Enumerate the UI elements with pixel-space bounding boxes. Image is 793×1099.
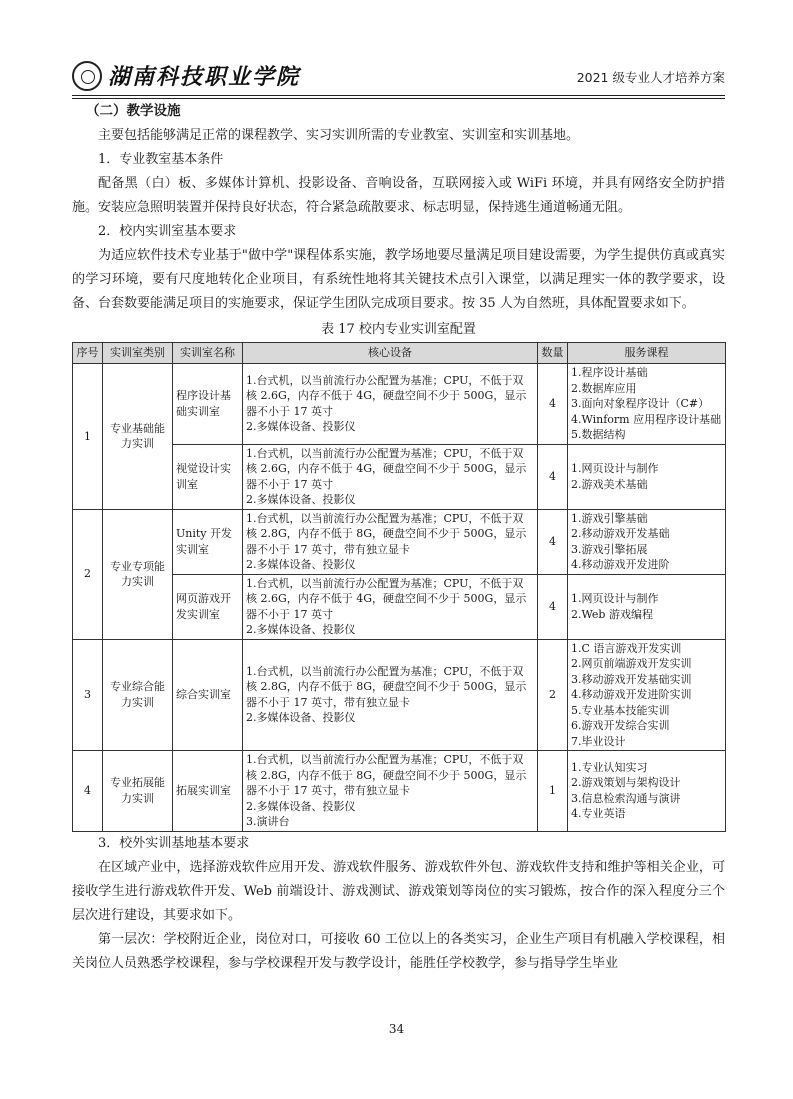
course-item: 1.专业认知实习 (571, 760, 648, 774)
course-item: 2.游戏策划与架构设计 (571, 776, 681, 790)
course-item: 3.移动游戏开发基础实训 (571, 672, 692, 686)
level-1-text: 第一层次：学校附近企业，岗位对口，可接收 60 工位以上的各类实习，企业生产项目有机融入学校课程，相关岗位人员熟悉学校课程，参与学校课程开发与教学设计，能胜任学校教学，参与指导学生毕业 (72, 931, 725, 971)
page-number: 34 (388, 1022, 405, 1036)
table-row (73, 364, 726, 445)
course-item: 4.Winform 应用程序设计基础 (571, 412, 722, 426)
equipment-item: 2.多媒体设备、投影仪 (246, 558, 356, 571)
equipment-item: 1.台式机，以当前流行办公配置为基准；CPU，不低于双核 2.6G，内存不低于 4G，硬盘空间不少于 500G，显示器不小于 17 英寸 (246, 576, 527, 621)
training-room-table (72, 342, 726, 832)
equipment-item: 1.台式机，以当前流行办公配置为基准；CPU，不低于双核 2.8G，内存不低于 8G，硬盘空间不少于 500G，显示器不小于 17 英寸，带有独立显卡 (246, 753, 527, 797)
table-row (73, 509, 726, 574)
row-room-name: 拓展实训室 (173, 751, 243, 832)
course-item: 4.移动游戏开发进阶 (571, 558, 670, 571)
row-equipment (243, 444, 538, 509)
row-courses (568, 574, 726, 639)
row-category: 专业拓展能力实训 (103, 751, 173, 832)
page-header (72, 60, 725, 98)
subsection-1-text: 配备黑（白）板、多媒体计算机、投影设备、音响设备，互联网接入或 WiFi 环境，并具有网络安全防护措施。安装应急照明装置并保持良好状态，符合紧急疏散要求、标志明显，保持逃生通道畅通无阻。 (72, 176, 725, 215)
school-seal-icon (72, 61, 102, 91)
subsection-3-text: 在区域产业中，选择游戏软件应用开发、游戏软件服务、游戏软件外包、游戏软件支持和维护等相关企业，可接收学生进行游戏软件开发、Web 前端设计、游戏测试、游戏策划等岗位的实习锻炼，按合作的深入程度分三个层次进行建设，其要求如下。 (72, 859, 725, 923)
row-room-name: 网页游戏开发实训室 (173, 574, 243, 639)
row-equipment (243, 751, 538, 832)
header-quantity: 数量 (538, 343, 568, 364)
course-item: 3.游戏引擎拓展 (571, 542, 648, 556)
row-category: 专业基础能力实训 (103, 364, 173, 510)
course-item: 4.专业英语 (571, 807, 626, 821)
row-no: 3 (73, 639, 103, 751)
page-content (72, 98, 725, 976)
row-quantity: 4 (538, 509, 568, 574)
row-room-name: 程序设计基础实训室 (173, 364, 243, 445)
course-item: 5.专业基本技能实训 (571, 703, 670, 717)
equipment-item: 2.多媒体设备、投影仪 (246, 420, 356, 434)
equipment-item: 1.台式机，以当前流行办公配置为基准；CPU，不低于双核 2.8G，内存不低于 8G，硬盘空间不少于 500G，显示器不小于 17 英寸，带有独立显卡 (246, 664, 527, 709)
row-courses (568, 364, 726, 445)
equipment-item: 3.演讲台 (246, 815, 290, 828)
table-caption: 表 17 校内专业实训室配置 (321, 322, 476, 337)
equipment-item: 2.多媒体设备、投影仪 (246, 711, 356, 725)
row-quantity: 4 (538, 574, 568, 639)
course-item: 6.游戏开发综合实训 (571, 719, 670, 732)
course-item: 3.面向对象程序设计（C#） (571, 397, 710, 410)
header-rule (72, 95, 725, 96)
course-item: 2.游戏美术基础 (571, 477, 648, 491)
header-courses: 服务课程 (568, 343, 726, 364)
course-item: 5.数据结构 (571, 428, 626, 441)
school-name: 湖南科技职业学院 (108, 64, 301, 90)
course-item: 1.C 语言游戏开发实训 (571, 641, 682, 655)
row-no: 1 (73, 364, 103, 510)
course-item: 4.移动游戏开发进阶实训 (571, 688, 692, 701)
table-header-row (73, 343, 726, 364)
course-item: 2.Web 游戏编程 (571, 607, 653, 621)
row-category: 专业专项能力实训 (103, 509, 173, 639)
equipment-item: 1.台式机，以当前流行办公配置为基准；CPU，不低于双核 2.6G，内存不低于 4G，硬盘空间不少于 500G，显示器不小于 17 英寸 (246, 446, 527, 491)
equipment-item: 1.台式机，以当前流行办公配置为基准；CPU，不低于双核 2.8G，内存不低于 8G，硬盘空间不少于 500G，显示器不小于 17 英寸，带有独立显卡 (246, 511, 527, 556)
row-quantity: 4 (538, 364, 568, 445)
course-item: 2.移动游戏开发基础 (571, 527, 670, 540)
table-row (73, 751, 726, 832)
header-category: 实训室类别 (103, 343, 173, 364)
equipment-item: 2.多媒体设备、投影仪 (246, 623, 356, 636)
row-room-name: 综合实训室 (173, 639, 243, 751)
row-category: 专业综合能力实训 (103, 639, 173, 751)
subsection-2-text: 为适应软件技术专业基于"做中学"课程体系实施，教学场地要尽量满足项目建设需要，为学生提供仿真或真实的学习环境，要有尺度地转化企业项目，有系统性地将其关键技术点引入课堂，以满足理实一体的教学要求，设备、台套数要能满足项目的实施要求，保证学生团队完成项目要求。按 35 人为自然班，具体配置要求如下。 (72, 248, 725, 311)
row-room-name: 视觉设计实训室 (173, 444, 243, 509)
row-quantity: 2 (538, 639, 568, 751)
row-equipment (243, 364, 538, 445)
row-equipment (243, 639, 538, 751)
row-courses (568, 509, 726, 574)
row-quantity: 4 (538, 444, 568, 509)
section-intro: 主要包括能够满足正常的课程教学、实习实训所需的专业教室、实训室和实训基地。 (98, 128, 580, 143)
course-item: 1.网页设计与制作 (571, 592, 659, 605)
equipment-item: 1.台式机，以当前流行办公配置为基准；CPU，不低于双核 2.6G，内存不低于 4G，硬盘空间不少于 500G，显示器不小于 17 英寸 (246, 373, 527, 418)
subsection-2-title: 2．校内实训室基本要求 (98, 224, 237, 239)
course-item: 2.网页前端游戏开发实训 (571, 657, 692, 670)
header-no: 序号 (73, 343, 103, 364)
subsection-1-title: 1．专业教室基本条件 (98, 152, 224, 167)
course-item: 3.信息检索沟通与演讲 (571, 791, 681, 805)
course-item: 1.网页设计与制作 (571, 462, 659, 475)
row-courses (568, 444, 726, 509)
row-courses (568, 751, 726, 832)
course-item: 2.数据库应用 (571, 381, 637, 395)
course-item: 1.程序设计基础 (571, 366, 648, 379)
row-equipment (243, 509, 538, 574)
row-equipment (243, 574, 538, 639)
row-quantity: 1 (538, 751, 568, 832)
equipment-item: 2.多媒体设备、投影仪 (246, 799, 356, 813)
header-equipment: 核心设备 (243, 343, 538, 364)
table-row (73, 639, 726, 751)
row-courses (568, 639, 726, 751)
header-room-name: 实训室名称 (173, 343, 243, 364)
row-no: 4 (73, 751, 103, 832)
row-room-name: Unity 开发实训室 (173, 509, 243, 574)
subsection-3-title: 3．校外实训基地基本要求 (98, 835, 250, 851)
course-item: 1.游戏引擎基础 (571, 511, 648, 525)
section-title: （二）教学设施 (86, 103, 181, 119)
course-item: 7.毕业设计 (571, 734, 626, 748)
document-title: 2021 级专业人才培养方案 (576, 70, 725, 85)
equipment-item: 2.多媒体设备、投影仪 (246, 493, 356, 506)
school-logo (72, 60, 300, 91)
row-no: 2 (73, 509, 103, 639)
